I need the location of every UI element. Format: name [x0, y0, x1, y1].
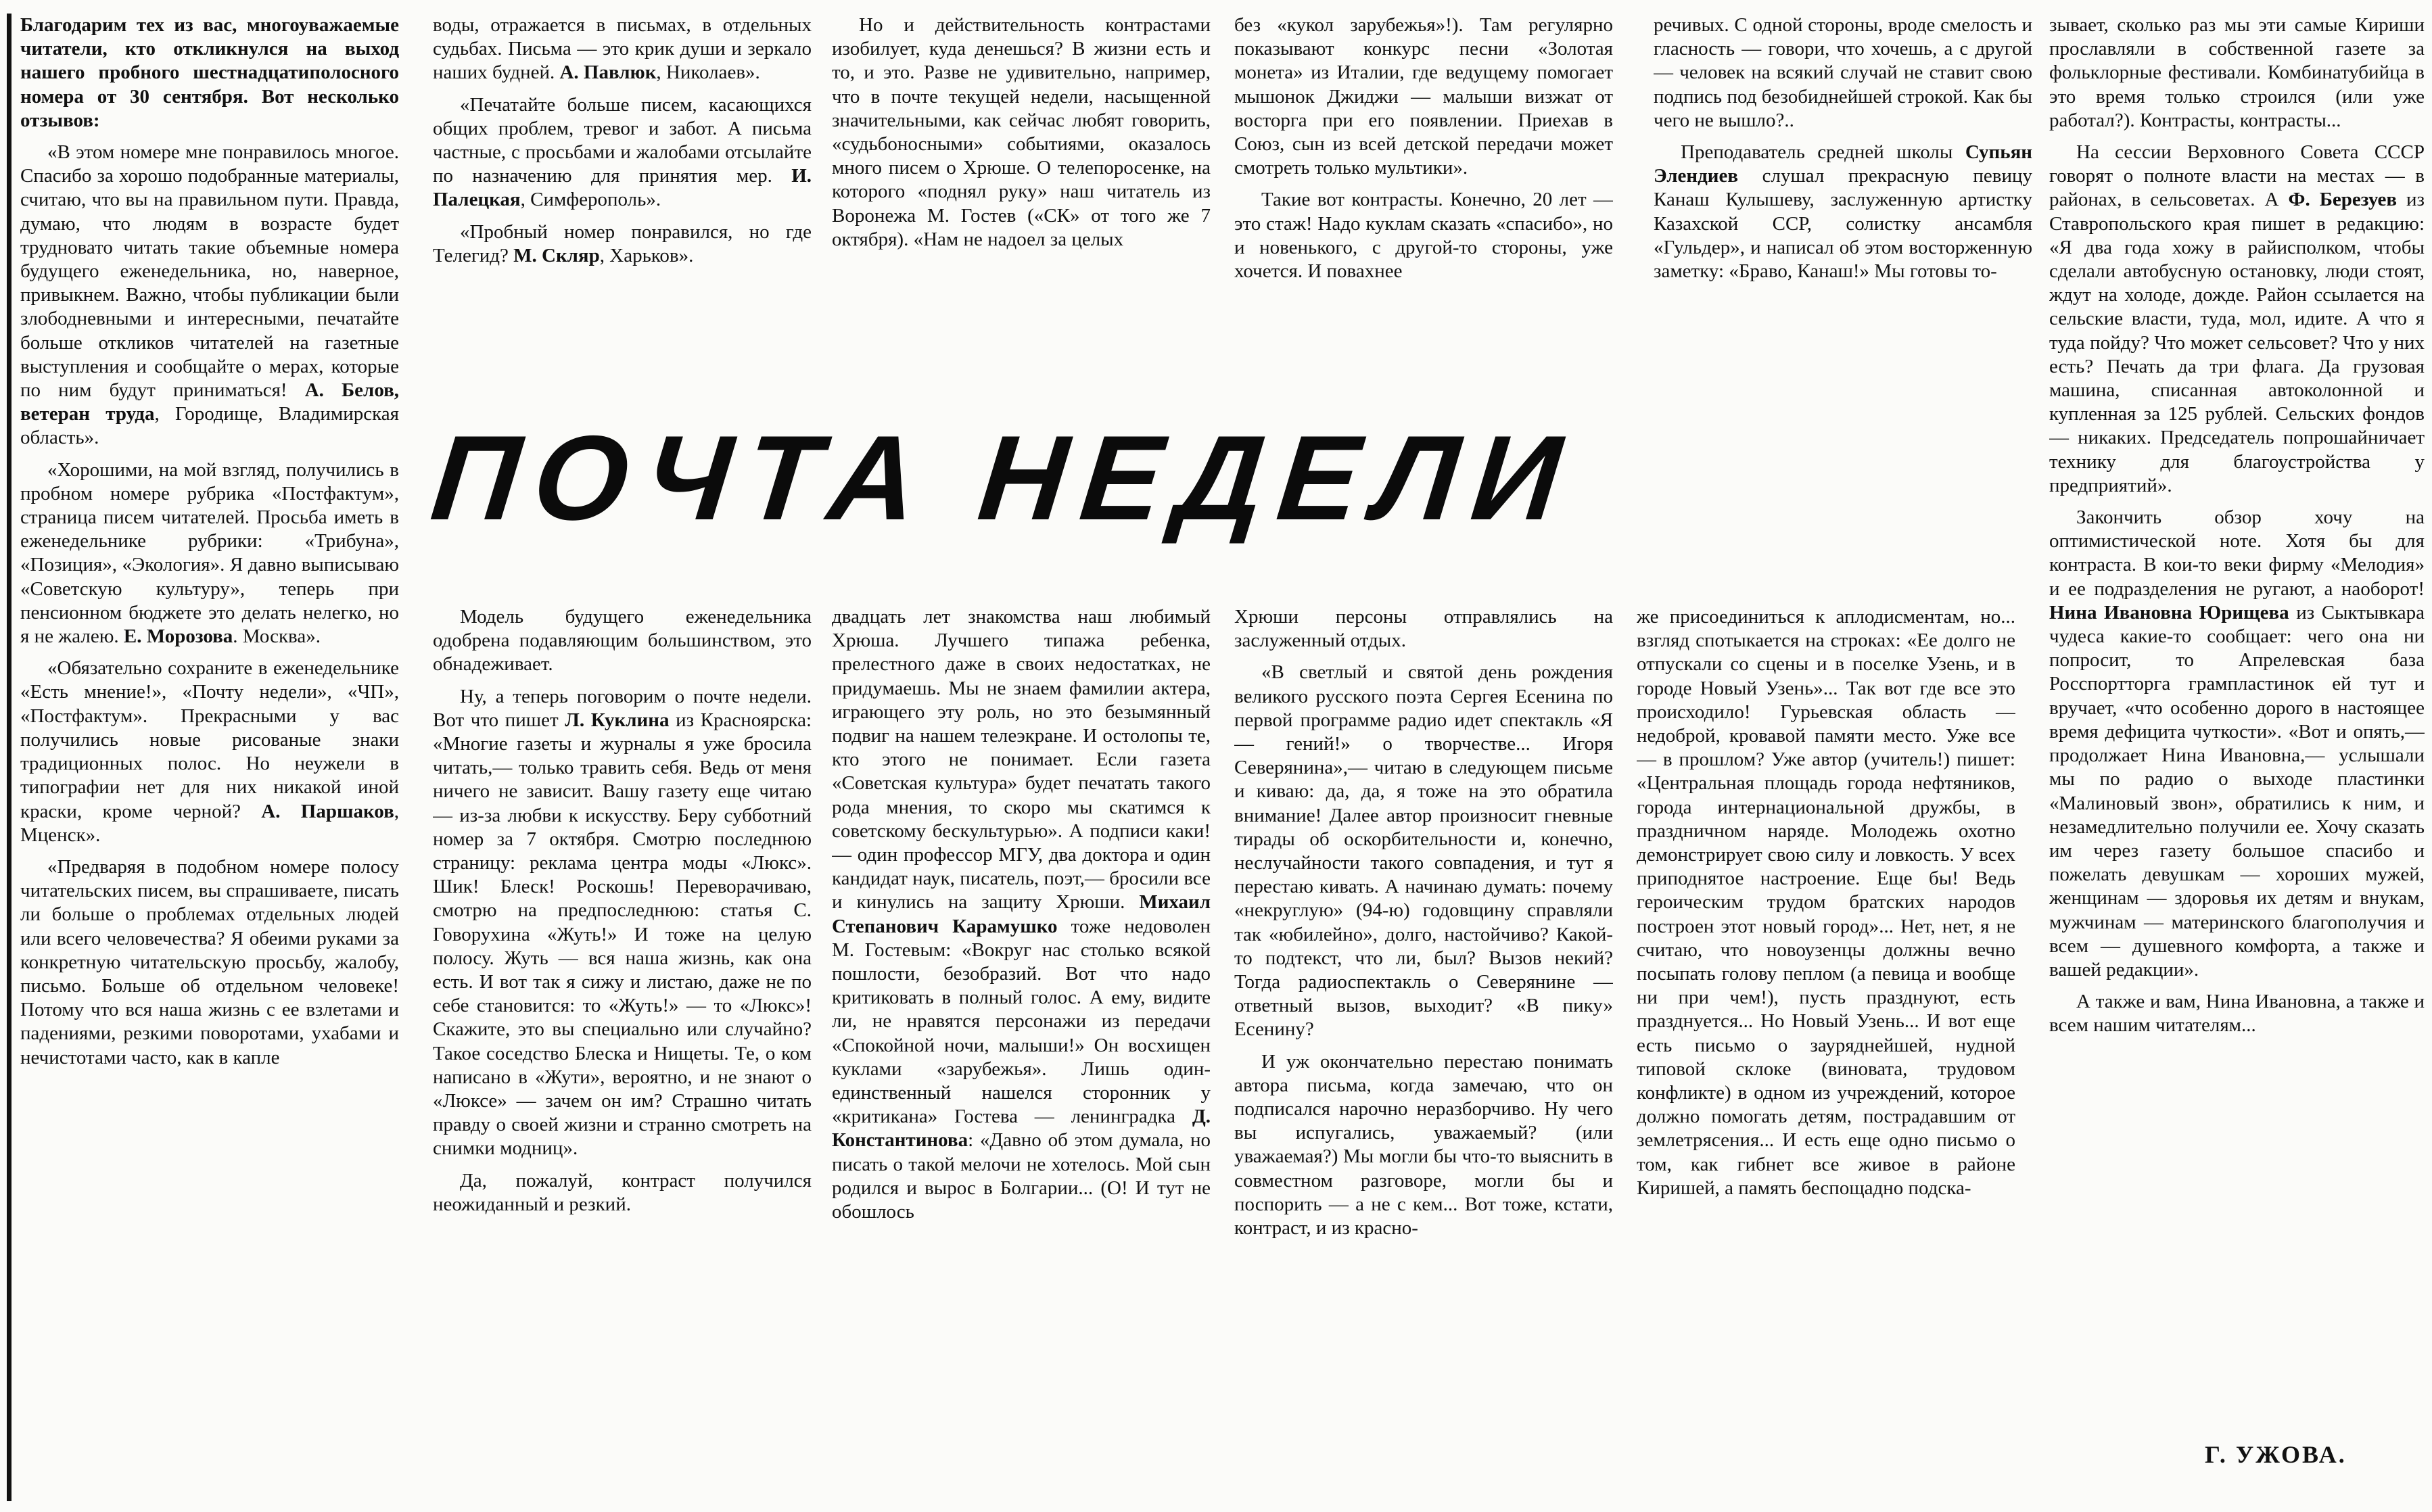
paragraph-khryusha: Но и действительность контрастами изобилует, куда денешься? В жизни есть и то, и это. Разве не удивительно, например, что в почте текущей недели, насыщенной значительными, как сейчас любят говорить, «судьбоносными» событиями, оказалось много писем о Хрюше. О телепоросенке, на которого «поднял руку» наш читатель из Воронежа М. Гостев («СК» от того же 7 октября). «Нам не надоел за целых — [832, 14, 1211, 250]
paragraph-contrasts: Такие вот контрасты. Конечно, 20 лет — это стаж! Надо куклам сказать «спасибо», но и новенького, с другой-то стороны, уже хочется. И повахнее — [1234, 189, 1613, 283]
letter-author: Супьян Элендиев — [1654, 141, 2032, 187]
left-column-rule — [7, 14, 11, 1501]
column-4-top — [1234, 14, 1613, 406]
letter-text: «Пробный номер понравился, но где Телегид? — [433, 220, 812, 266]
column-6 — [2049, 14, 2425, 1434]
letter-author: Л. Куклина — [565, 709, 670, 731]
column-1 — [20, 14, 399, 1474]
intro-paragraph: Благодарим тех из вас, многоуважаемые читатели, кто откликнулся на выход нашего пробного шестнадцатиполосного номера от 30 сентября. Вот несколько отзывов: — [20, 14, 399, 131]
letter-author: И. Палецкая — [433, 165, 812, 211]
letter-text: «Печатайте больше писем, касающихся общих проблем, тревог и забот. А письма частные, с просьбами и жалобами отсылайте по назначению для принятия мер. — [433, 93, 812, 187]
letter-place: , Симферополь». — [520, 189, 661, 211]
column-2-top — [433, 14, 812, 419]
letter-place: , Харьков». — [599, 244, 694, 266]
paragraph-kirishi: зывает, сколько раз мы эти самые Кириши прославляли в собственной газете за фольклорные фестивали. Комбинатубийца в это время только строился (или уже работал?). Контрасты, контрасты... — [2049, 14, 2425, 131]
column-5-bottom — [1637, 605, 2015, 1498]
letter-text: из Красноярска: «Многие газеты и журналы я уже бросила читать,— только травить себя. Ведь от меня ничего не зависит. Вашу газету еще читаю — из-за любви к искусству. Беру субботний номер за 7 октября. Смотрю последнюю страницу: реклама центра моды «Люкс». Шик! Блеск! Роскошь! Переворачиваю, смотрю на предпоследнюю: статья С. Говорухина «Жуть!» И тоже на целую полосу. Жуть — вся наша жизнь, как она есть. И вот так я сижу и листаю, даже не по себе становится: то «Жуть!» — то «Люкс»! Скажите, это вы специально или случайно? Такое соседство Блеска и Нищеты. Те, о ком написано в «Жути», вероятно, и не знают о «Люксе» — зачем он им? Страшно читать правду о своей жизни и странно смотреть на снимки модниц». — [433, 709, 812, 1160]
column-3-bottom — [832, 605, 1211, 1498]
letter-karamushko — [832, 605, 1211, 1224]
letter-parshakov — [20, 657, 399, 847]
column-5-top — [1654, 14, 2032, 406]
letter-text: тоже недоволен М. Гостевым: «Вокруг нас столько всякой пошлости, безобразий. Вот что надо критиковать в полный голос. А ему, видите ли, не нравятся персонажи из передачи «Спокойной ночи, малыши!» Он восхищен куклами «зарубежья». Лишь один-единственный нашелся сторонник у «критикана» Гостева — ленинградка — [832, 915, 1211, 1128]
letter-belov — [20, 141, 399, 450]
paragraph-bereзuev — [2049, 141, 2425, 498]
letter-author: А. Павлюк — [559, 62, 657, 84]
paragraph-anonymous: И уж окончательно перестаю понимать автора письма, когда замечаю, что он подписался нарочно неразборчиво. Ну чего вы испугались, уважаемый? (или уважаемая?) Мы могли бы что-то выяснить в совместном разговоре, могли бы и поспорить — а не с кем... Вот тоже, кстати, контраст, и из красно- — [1234, 1050, 1613, 1239]
letter-podobnom: «Предваряя в подобном номере полосу читательских писем, вы спрашиваете, писать ли больше о проблемах отдельных людей или всего человечества? Я обеими руками за конкретную читательскую просьбу, жалобу, письмо. Больше об отдельном человеке! Потому что вся наша жизнь с ее взлетами и падениями, резкими поворотами, ухабами и нечистотами часто, как в капле — [20, 855, 399, 1068]
letter-author: А. Белов, ветеран труда — [20, 379, 399, 425]
headline: ПОЧТА НЕДЕЛИ — [425, 410, 1582, 545]
column-3-top — [832, 14, 1211, 406]
letter-pavlyuk — [433, 14, 812, 85]
letter-author: Ф. Березуев — [2288, 189, 2397, 211]
letter-text: из Ставропольского края пишет в редакцию: «Я два года хожу в райисполком, чтобы сделали автобусную остановку, люди стоят, ждут на холоде, дожде. Район ссылается на сельские власти, туда, мол, идите. А что я туда пойду? Что может сельсовет? Что у них есть? Печать да три флага. Да грузовая машина, списанная автоколонной и купленная за 125 рублей. Сельских фондов — никаких. Председатель попрошайничает технику для благоустройства у предприятий». — [2049, 189, 2425, 496]
letter-kuklina — [433, 685, 812, 1161]
letter-place: , Городище, Владимирская область». — [20, 403, 399, 449]
letter-text: Преподаватель средней школы — [1681, 141, 1953, 164]
letter-text: На сессии Верховного Совета СССР говорят о полноте власти на местах — в районах, в сельсоветах. А — [2049, 141, 2425, 211]
letter-text: воды, отражается в письмах, в отдельных судьбах. Письма — это крик души и зеркало наших будней. — [433, 14, 812, 84]
letter-place: , Мценск». — [20, 800, 399, 846]
letter-text: из Сыктывкара чудеса какие-то сообщает: чего она ни попросит, то Апрелевская база Росспорттоpга грампластинок ей тут и вручает, «что особенно дорого в настоящее время дефицита чуткости». «Вот и опять,— продолжает Нина Ивановна,— услышали мы по радио о выходе пластинки «Малиновый звон», обратились к ним, и незамедлительно получили ее. Хочу сказать им через газету большое спасибо и пожелать девушкам — хороших мужей, женщинам — здоровья их детям и внукам, мужчинам — материнского благополучия и всем — душевного комфорта, а также и вашей редакции». — [2049, 601, 2425, 981]
letter-author: А. Паршаков — [261, 800, 394, 822]
paragraph-khryusha-rest: Хрюши персоны отправлялись на заслуженный отдых. — [1234, 606, 1613, 652]
author-signature: Г. УЖОВА. — [2205, 1441, 2347, 1468]
letter-paletskaya — [433, 93, 812, 212]
letter-text: двадцать лет знакомства наш любимый Хрюша. Лучшего типажа ребенка, прелестного даже в своих недостатках, не придумаешь. Мы не знаем фамилии актера, играющего эту роль, но это безымянный подвиг на нашем телеэкране. И остолопы те, кто этого не понимает. Если газета «Советская культура» будет печатать такого рода мнения, то скоро мы скатимся к советскому бескультурью». А подписи каки! — один профессор МГУ, два доктора и один кандидат наук, писатель, поэт,— бросили все и кинулись на защиту Хрюши. — [832, 606, 1211, 914]
letter-text: «Хорошими, на мой взгляд, получились в пробном номере рубрика «Постфактум», страница писем читателей. Просьба иметь в еженедельнике рубрики: «Трибуна», «Позиция», «Экология». Я давно выписываю «Советскую культуру», теперь при пенсионном бюджете это делать нелегко, но я не жалею. — [20, 458, 399, 648]
letter-text: : «Давно об этом думала, но писать о такой мелочи не хотелось. Мой сын родился и вырос в Болгарии... (О! И тут не обошлось — [832, 1129, 1211, 1223]
paragraph-contrast-sharp: Да, пожалуй, контраст получился неожиданный и резкий. — [433, 1169, 812, 1215]
letter-place: , Николаев». — [656, 62, 760, 84]
column-2-bottom — [433, 605, 812, 1498]
letter-text: Ну, а теперь поговорим о почте недели. Вот что пишет — [433, 685, 812, 731]
letter-author: М. Скляр — [513, 244, 600, 266]
letter-sklyar — [433, 220, 812, 268]
letter-place: . Москва». — [233, 625, 321, 648]
letter-text: Закончить обзор хочу на оптимистической ноте. Хотя бы для контраста. В кои-то веки фирму «Мелодия» и ее подразделения не ругают, а наоборот! — [2049, 506, 2425, 600]
letter-text: «В этом номере мне понравилось многое. Спасибо за хорошо подобранные материалы, считаю, что вы на правильном пути. Правда, думаю, что людям в возрасте будет трудновато читать такие объемные номера будущего еженедельника, но, наверное, привыкнем. Важно, чтобы публикации были злободневными и интересными, печатайте больше откликов читателей на газетные выступления и сообщайте о мерах, которые по ним будут приниматься! — [20, 141, 399, 402]
paragraph-closing: А также и вам, Нина Ивановна, а также и всем нашим читателям... — [2049, 991, 2425, 1037]
letter-text: слушал прекрасную певицу Канаш Кулышеву, заслуженную артистку Казахской ССР, солистку ансамбля «Гульдер», и написал об этом восторженную заметку: «Браво, Канаш!» Мы готовы то- — [1654, 165, 2032, 283]
paragraph-italy: без «кукол зарубежья»!). Там регулярно показывают конкурс песни «Золотая монета» из Италии, где ведущему помогает мышонок Джиджи — малыши визжат от восторга при его появлении. Приехав в Союз, сын из всей детской передачи может смотреть только мультики». — [1234, 14, 1613, 179]
letter-author: Михаил Степанович Карамушко — [832, 891, 1211, 937]
letter-morozova — [20, 458, 399, 649]
letter-author: Д. Константинова — [832, 1106, 1211, 1152]
paragraph-elendiev — [1654, 141, 2032, 283]
column-4-bottom — [1234, 605, 1613, 1498]
letter-author: Е. Морозова — [123, 625, 233, 648]
letter-author: Нина Ивановна Юрищева — [2049, 601, 2289, 623]
paragraph-uzen: же присоединиться к аплодисментам, но... взгляд спотыкается на строках: «Ее долго не отпускали со сцены и в поселке Узень, и в городе Новый Узень»... Так вот где все это происходило! Гурьевская область — недоброй, кровавой памяти место. Уже все — в прошлом? Уже автор (учитель!) пишет: «Центральная площадь города нефтяников, города интернациональной дружбы, в праздничном наряде. Молодежь охотно демонстрирует свою силу и ловкость. У всех приподнятое настроение. Еще бы! Ведь героическим трудом братских народов построен этот новый город»... Нет, нет, я не считаю, что новоузенцы должны вечно посыпать голову пеплом (а певица и вообще ни при чем!), пусть празднуют, есть празднуется... Но Новый Узень... И вот еще есть письмо о зауряднейшей, нудной типовой склоке (виновата, трудовом конфликте) в одном из учреждений, которое должно помогать детям, пострадавшим от землетрясения... И есть еще одно письмо о том, как гибнет все живое в районе Киришей, а память беспощадно подска- — [1637, 606, 2015, 1199]
paragraph-yurishcheva — [2049, 506, 2425, 982]
paragraph-esenin: «В светлый и святой день рождения великого русского поэта Сергея Есенина по первой программе радио идет спектакль «Я — гений!» о творчестве... Игоря Северянина»,— читаю в следующем письме и киваю: да, да, я тоже на это обратила внимание! Далее автор произносит гневные тирады об оскорбительности и, конечно, неслучайности такого совпадения, и тут я перестаю кивать. А начинаю думать: почему «некруглую» (94-ю) годовщину справляли так «юбилейно», долго, настойчиво? Какой-то подтекст, что ли, был? Вызов некий? Тогда радиоспектакль о Северянине — ответный вызов, выходит? «В пику» Есенину? — [1234, 661, 1613, 1041]
letter-text: «Обязательно сохраните в еженедельнике «Есть мнение!», «Почту недели», «ЧП», «Постфактум». Прекрасными у вас получились новые рисованые знаки традиционных полос. Но неужели в типографии нет для них никакой иной краски, кроме черной? — [20, 657, 399, 822]
paragraph-glasnost: речивых. С одной стороны, вроде смелость и гласность — говори, что хочешь, а с другой — человек на всякий случай не ставит свою подпись под безобиднейшей строкой. Как бы чего не вышло?.. — [1654, 14, 2032, 131]
paragraph-model: Модель будущего еженедельника одобрена подавляющим большинством, это обнадеживает. — [433, 606, 812, 676]
